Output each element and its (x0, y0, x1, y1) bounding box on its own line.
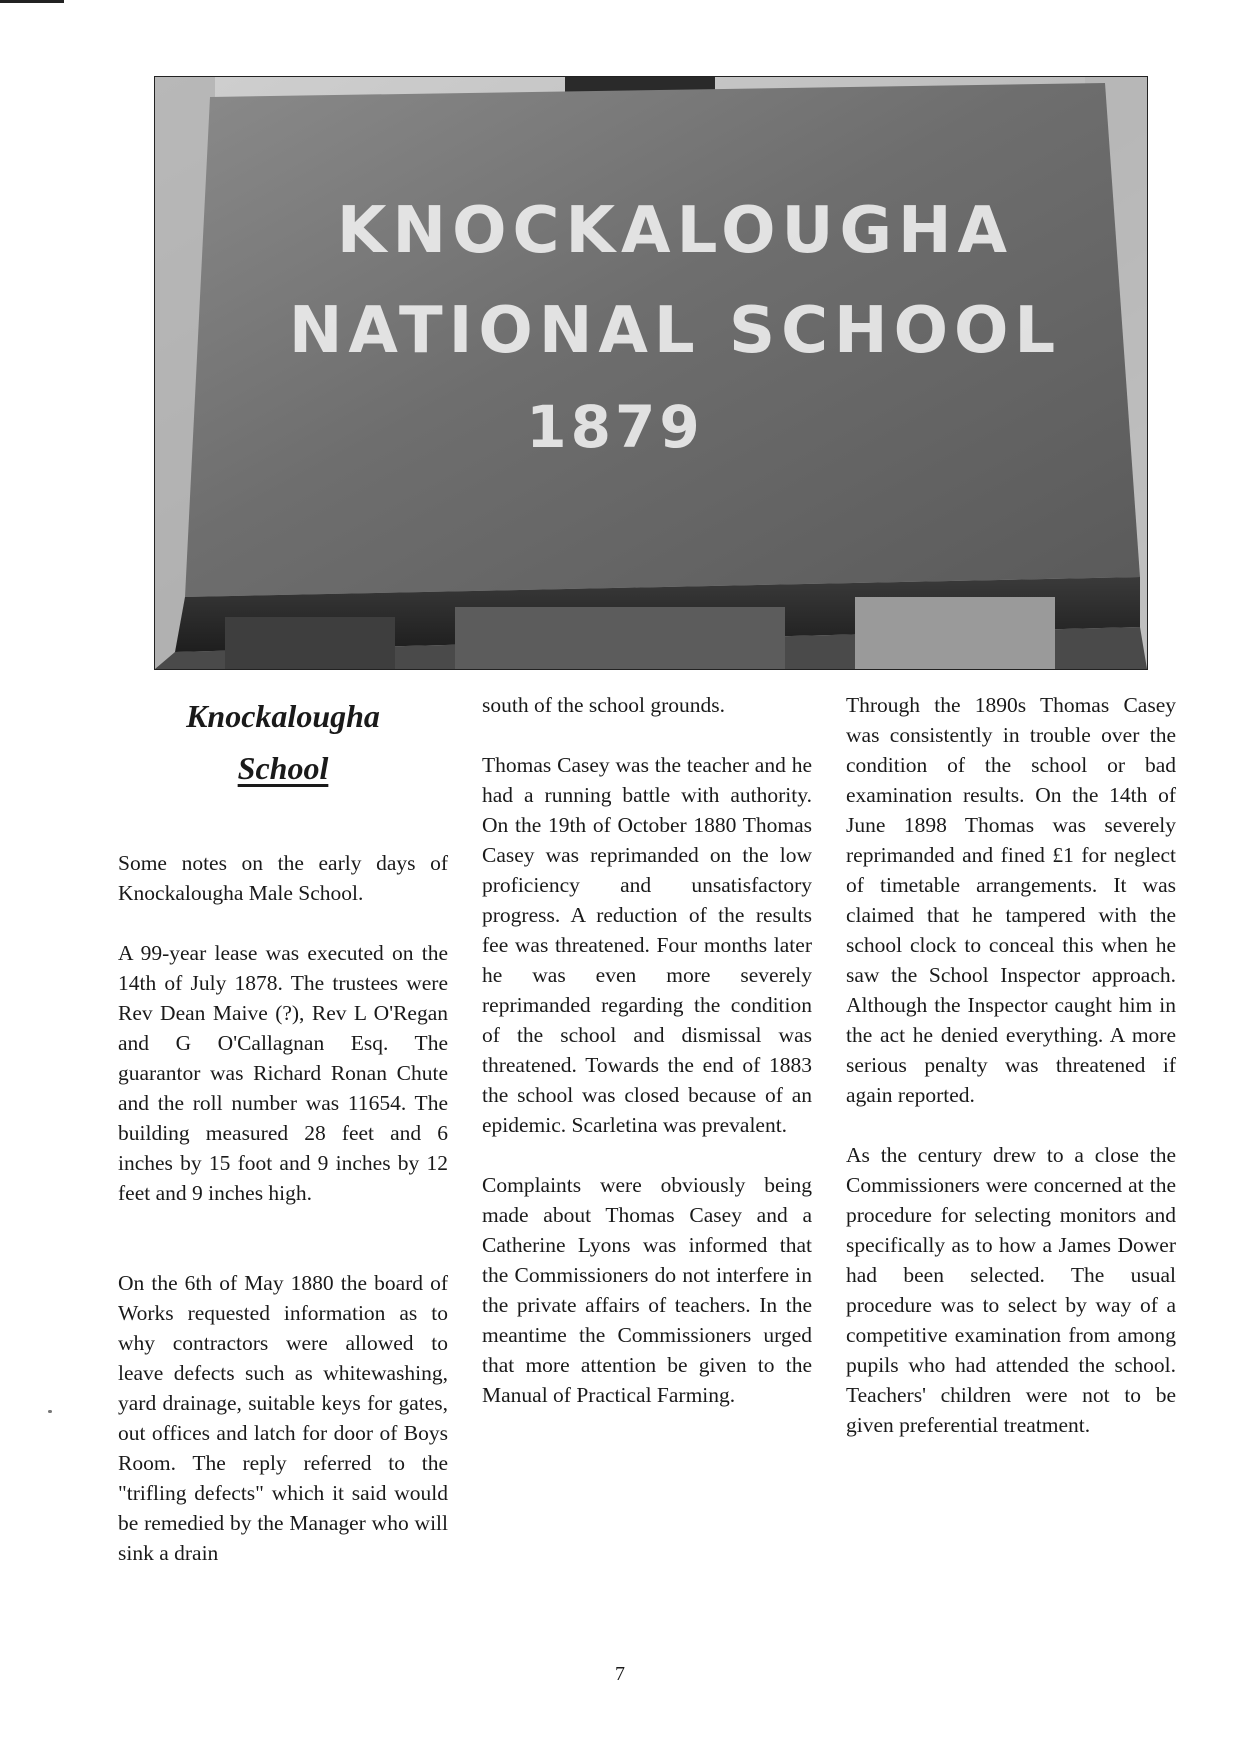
page-number: 7 (615, 1663, 625, 1685)
title-line-2: School (237, 750, 329, 786)
article-title (118, 690, 448, 794)
margin-dot (48, 1410, 52, 1413)
base-block-left (225, 617, 395, 669)
paragraph: A 99-year lease was executed on the 14th of July 1878. The trustees were Rev Dean Maive (?), Rev L O'Regan and G O'Callagnan Esq. The guarantor was Richard Ronan Chute and the roll number was 11654. The building measured 28 feet and 6 inches by 15 foot and 9 inches by 12 feet and 9 inches high. (118, 941, 448, 1205)
title-line-1: Knockalougha (186, 698, 380, 734)
school-sign-photo (154, 76, 1148, 670)
paragraph: On the 6th of May 1880 the board of Works requested information as to why contractors were allowed to leave defects such as whitewashing, yard drainage, suitable keys for gates, out offices and latch for door of Boys Room. The reply referred to the "trifling defects" which it said would be remedied by the Manager who will sink a drain (118, 1271, 448, 1565)
paragraph: south of the school grounds. (482, 693, 726, 717)
paragraph: Thomas Casey was the teacher and he had a running battle with authority. On the 19th of October 1880 Thomas Casey was reprimanded on the low proficiency and unsatisfactory progress. A reduction of the results fee was threatened. Four months later he was even more severely reprimanded regarding the condition of the school and dismissal was threatened. Towards the end of 1883 the school was closed because of an epidemic. Scarletina was prevalent. (482, 753, 812, 1137)
sign-line-1: KNOCKALOUGHA (336, 194, 1014, 268)
paragraph: Some notes on the early days of Knockalougha Male School. (118, 851, 448, 905)
base-block-center (455, 607, 785, 669)
column-1 (118, 690, 448, 1598)
column-2 (482, 690, 812, 1440)
column-3 (846, 690, 1176, 1470)
sign-line-3: 1879 (526, 393, 704, 461)
corner-mark (0, 0, 64, 3)
paragraph: Complaints were obviously being made about Thomas Casey and a Catherine Lyons was informed that the Commissioners do not interfere in the private affairs of teachers. In the meantime the Commissioners urged that more attention be given to the Manual of Practical Farming. (482, 1173, 812, 1407)
photo-svg (155, 77, 1147, 669)
sign-line-2: NATIONAL SCHOOL (288, 294, 1062, 368)
paragraph: As the century drew to a close the Commissioners were concerned at the procedure for selecting monitors and specifically as to how a James Dower had been selected. The usual procedure was to select by way of a competitive examination from among pupils who had attended the school. Teachers' children were not to be given preferential treatment. (846, 1143, 1176, 1437)
paragraph: Through the 1890s Thomas Casey was consistently in trouble over the condition of the school or bad examination results. On the 14th of June 1898 Thomas was severely reprimanded and fined £1 for neglect of timetable arrangements. It was claimed that he tampered with the school clock to conceal this when he saw the School Inspector approach. Although the Inspector caught him in the act he denied everything. A more serious penalty was threatened if again reported. (846, 693, 1176, 1107)
base-block-right (855, 597, 1055, 669)
